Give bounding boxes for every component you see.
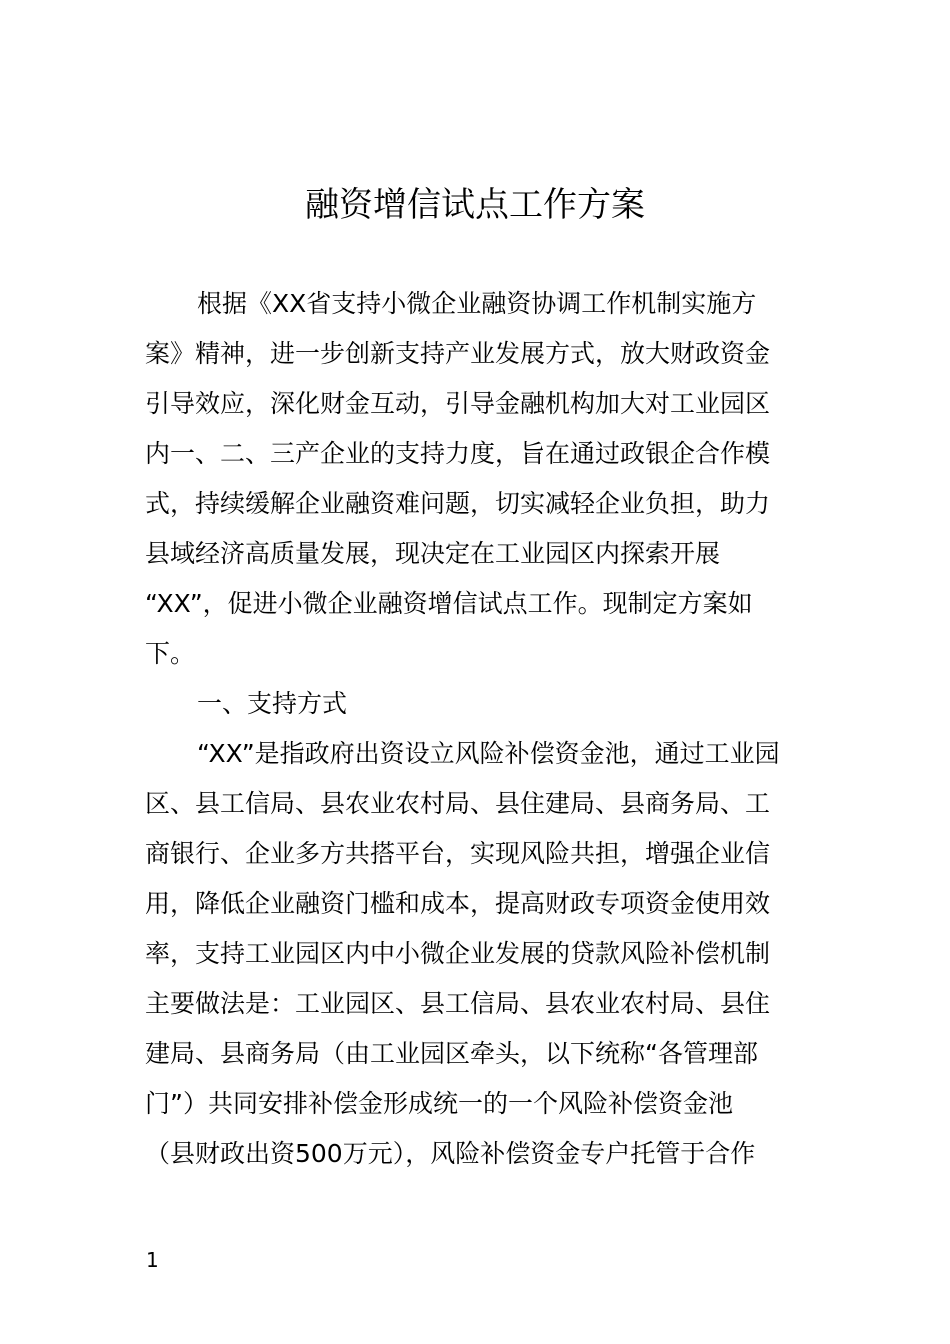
paragraph-line: 建局、县商务局（由工业园区牵头，以下统称“各管理部 — [145, 1039, 758, 1068]
paragraph-line: 主要做法是：工业园区、县工信局、县农业农村局、县住 — [145, 989, 771, 1018]
document-body — [145, 279, 807, 1179]
paragraph-line: 商银行、企业多方共搭平台，实现风险共担，增强企业信 — [145, 839, 771, 868]
section-heading: 一、支持方式 — [197, 689, 348, 718]
paragraph-line: 门”）共同安排补偿金形成统一的一个风险补偿资金池 — [145, 1089, 733, 1118]
paragraph-line: 式，持续缓解企业融资难问题，切实减轻企业负担，助力 — [145, 489, 771, 518]
paragraph-line: “XX”是指政府出资设立风险补偿资金池，通过工业园 — [197, 739, 780, 768]
paragraph-line: 根据《XX省支持小微企业融资协调工作机制实施方 — [197, 289, 757, 318]
paragraph-line: 区、县工信局、县农业农村局、县住建局、县商务局、工 — [145, 789, 771, 818]
paragraph-line: “XX”，促进小微企业融资增信试点工作。现制定方案如 — [145, 589, 753, 618]
paragraph-line: 率，支持工业园区内中小微企业发展的贷款风险补偿机制 — [145, 939, 771, 968]
paragraph-line: 引导效应，深化财金互动，引导金融机构加大对工业园区 — [145, 389, 771, 418]
paragraph-line: （县财政出资500万元），风险补偿资金专户托管于合作 — [145, 1139, 756, 1168]
paragraph-line: 内一、二、三产企业的支持力度，旨在通过政银企合作模 — [145, 439, 771, 468]
paragraph-line: 下。 — [145, 639, 196, 668]
document-title: 融资增信试点工作方案 — [305, 185, 645, 225]
paragraph-line: 案》精神，进一步创新支持产业发展方式，放大财政资金 — [145, 339, 771, 368]
page-number: 1 — [146, 1248, 159, 1272]
paragraph-line: 用，降低企业融资门槛和成本，提高财政专项资金使用效 — [145, 889, 771, 918]
paragraph-line: 县域经济高质量发展，现决定在工业园区内探索开展 — [145, 539, 721, 568]
